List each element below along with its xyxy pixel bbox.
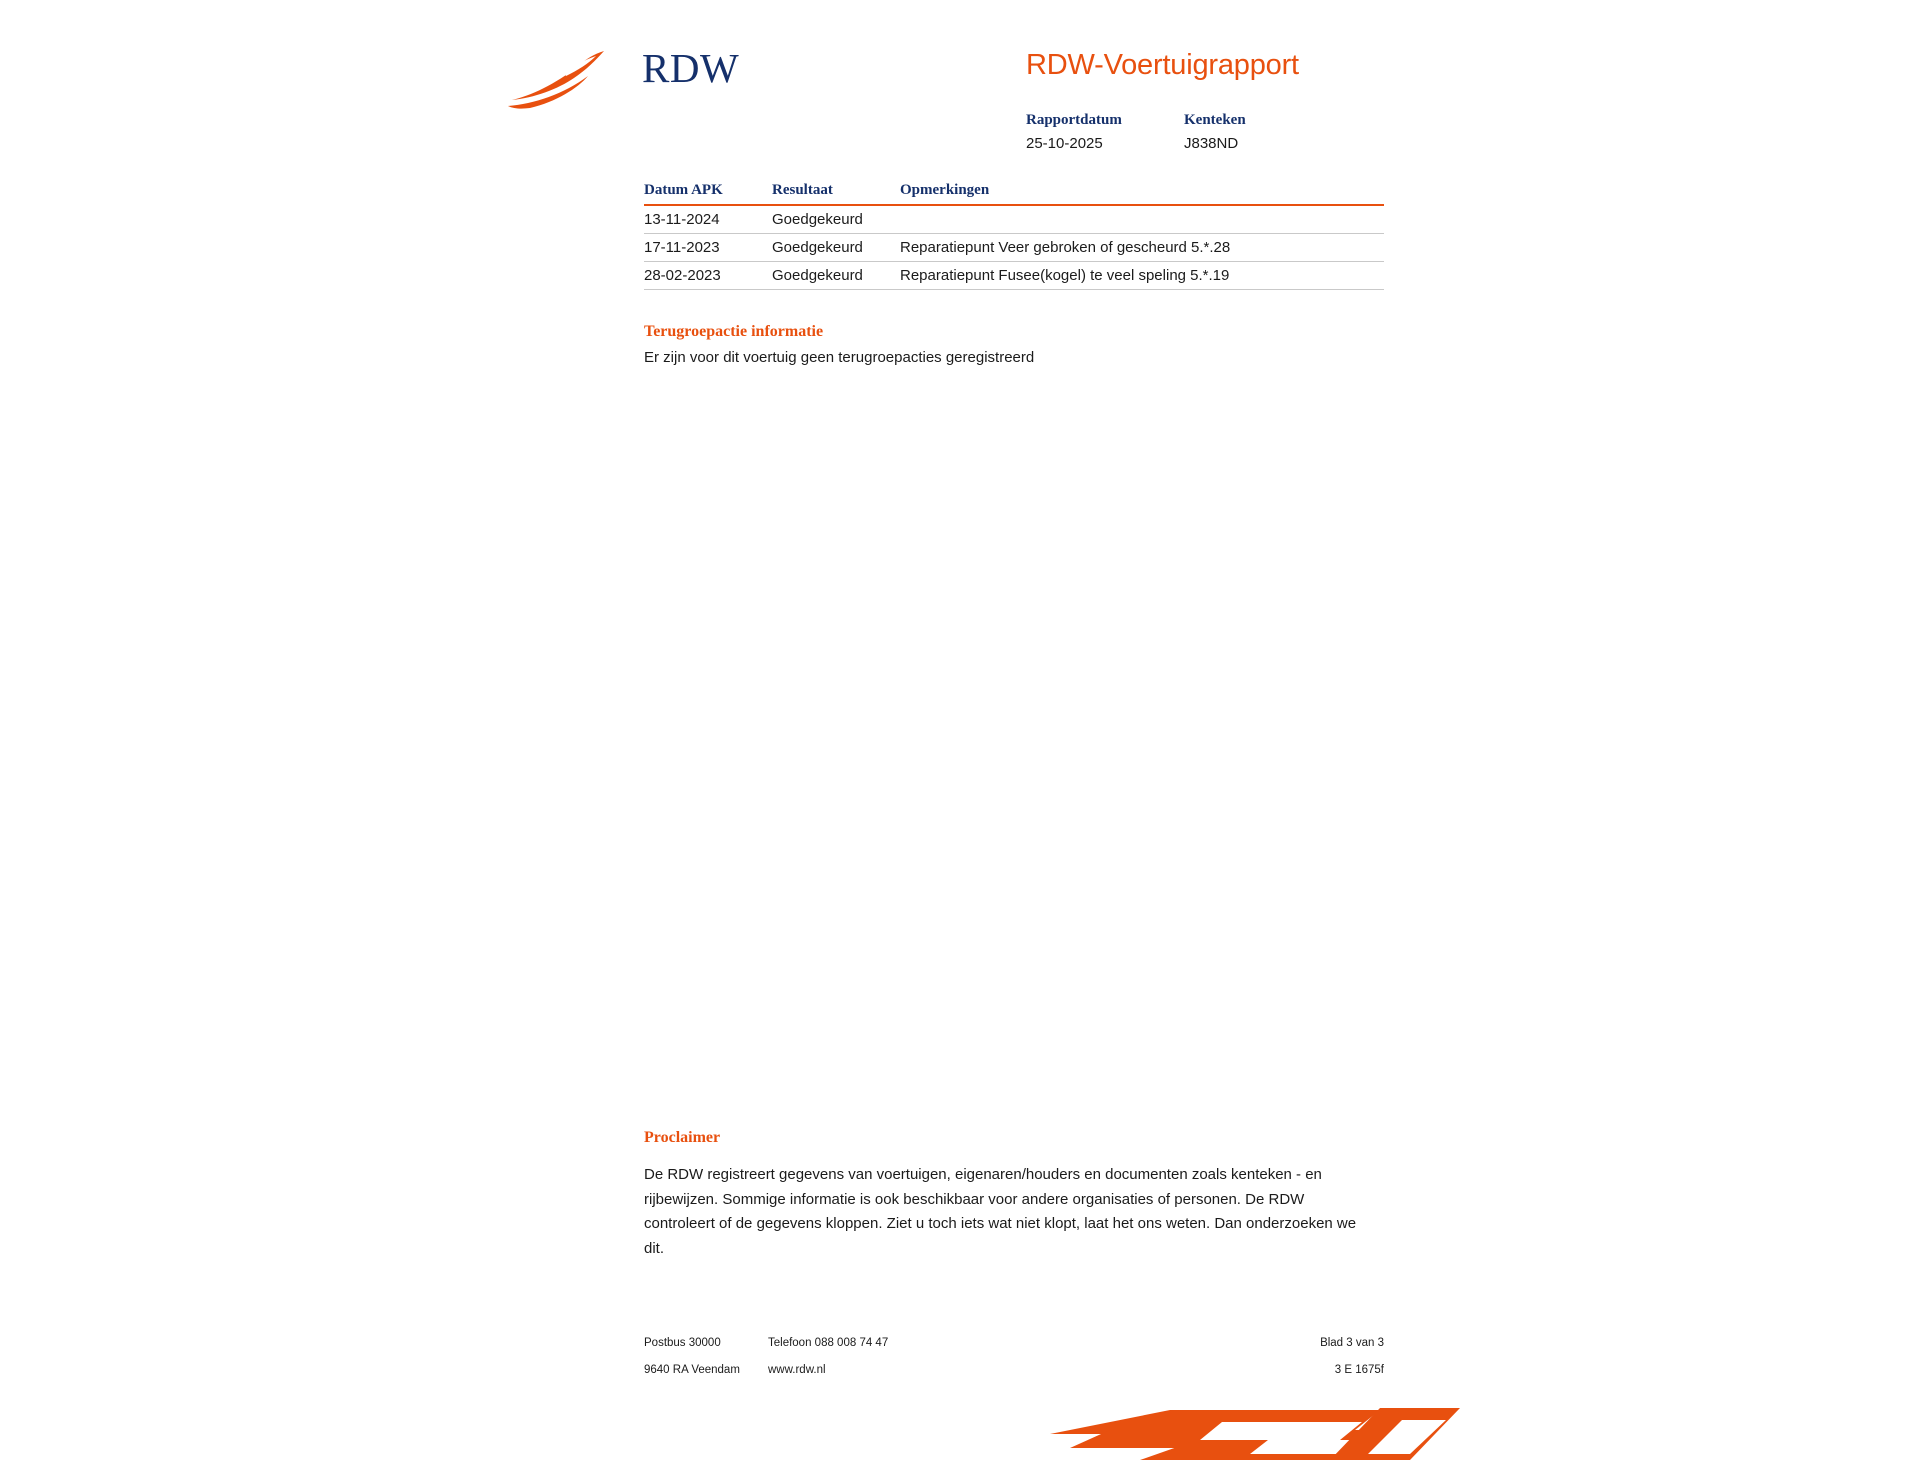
column-header-opmerkingen: Opmerkingen: [900, 182, 1384, 205]
footer-row: [644, 1364, 1384, 1391]
rapportdatum-label: Rapportdatum: [1026, 112, 1122, 128]
cell-resultaat: Goedgekeurd: [772, 234, 900, 262]
footer-telefoon: Telefoon 088 008 74 47: [768, 1337, 889, 1349]
proclaimer-body: De RDW registreert gegevens van voertuigen, eigenaren/houders en documenten zoals kenteken - en rijbewijzen. Sommige informatie is ook beschikbaar voor andere organisaties of personen. De RDW controleert of de gegevens kloppen. Ziet u toch iets wat niet klopt, laat het ons weten. Dan onderzoeken we dit.: [644, 1166, 1357, 1257]
cell-resultaat: Goedgekeurd: [772, 262, 900, 290]
rdw-bottom-graphic: [1050, 1400, 1490, 1460]
cell-resultaat: Goedgekeurd: [772, 205, 900, 234]
table-row: [644, 262, 1384, 290]
footer-website[interactable]: www.rdw.nl: [768, 1364, 826, 1376]
proclaimer-heading: Proclaimer: [644, 1129, 721, 1146]
kenteken-label: Kenteken: [1184, 112, 1246, 128]
cell-opmerkingen: Reparatiepunt Veer gebroken of gescheurd 5.*.28: [900, 234, 1384, 262]
table-row: [644, 234, 1384, 262]
terugroepactie-body: Er zijn voor dit voertuig geen terugroepacties geregistreerd: [644, 349, 1035, 366]
footer-postbus: Postbus 30000: [644, 1337, 721, 1349]
kenteken-value: J838ND: [1184, 135, 1239, 152]
cell-datum: 17-11-2023: [644, 234, 772, 262]
footer-document-code: 3 E 1675f: [1334, 1364, 1384, 1376]
footer-row: [644, 1337, 1384, 1364]
rdw-wordmark: RDW: [642, 45, 740, 91]
rdw-swoosh-logo: [508, 48, 618, 110]
column-header-datum-apk: Datum APK: [644, 182, 772, 205]
table-header-row: [644, 182, 1384, 205]
cell-opmerkingen: [900, 205, 1384, 234]
cell-datum: 13-11-2024: [644, 205, 772, 234]
apk-history-table: [644, 182, 1384, 290]
column-header-resultaat: Resultaat: [772, 182, 900, 205]
cell-datum: 28-02-2023: [644, 262, 772, 290]
footer-plaats: 9640 RA Veendam: [644, 1364, 740, 1376]
terugroepactie-heading: Terugroepactie informatie: [644, 323, 824, 340]
footer-page-number: Blad 3 van 3: [1320, 1337, 1384, 1349]
cell-opmerkingen: Reparatiepunt Fusee(kogel) te veel speling 5.*.19: [900, 262, 1384, 290]
table-row: [644, 205, 1384, 234]
rapportdatum-value: 25-10-2025: [1026, 135, 1103, 152]
report-title: RDW-Voertuigrapport: [1026, 49, 1299, 81]
page-footer: [644, 1337, 1384, 1391]
